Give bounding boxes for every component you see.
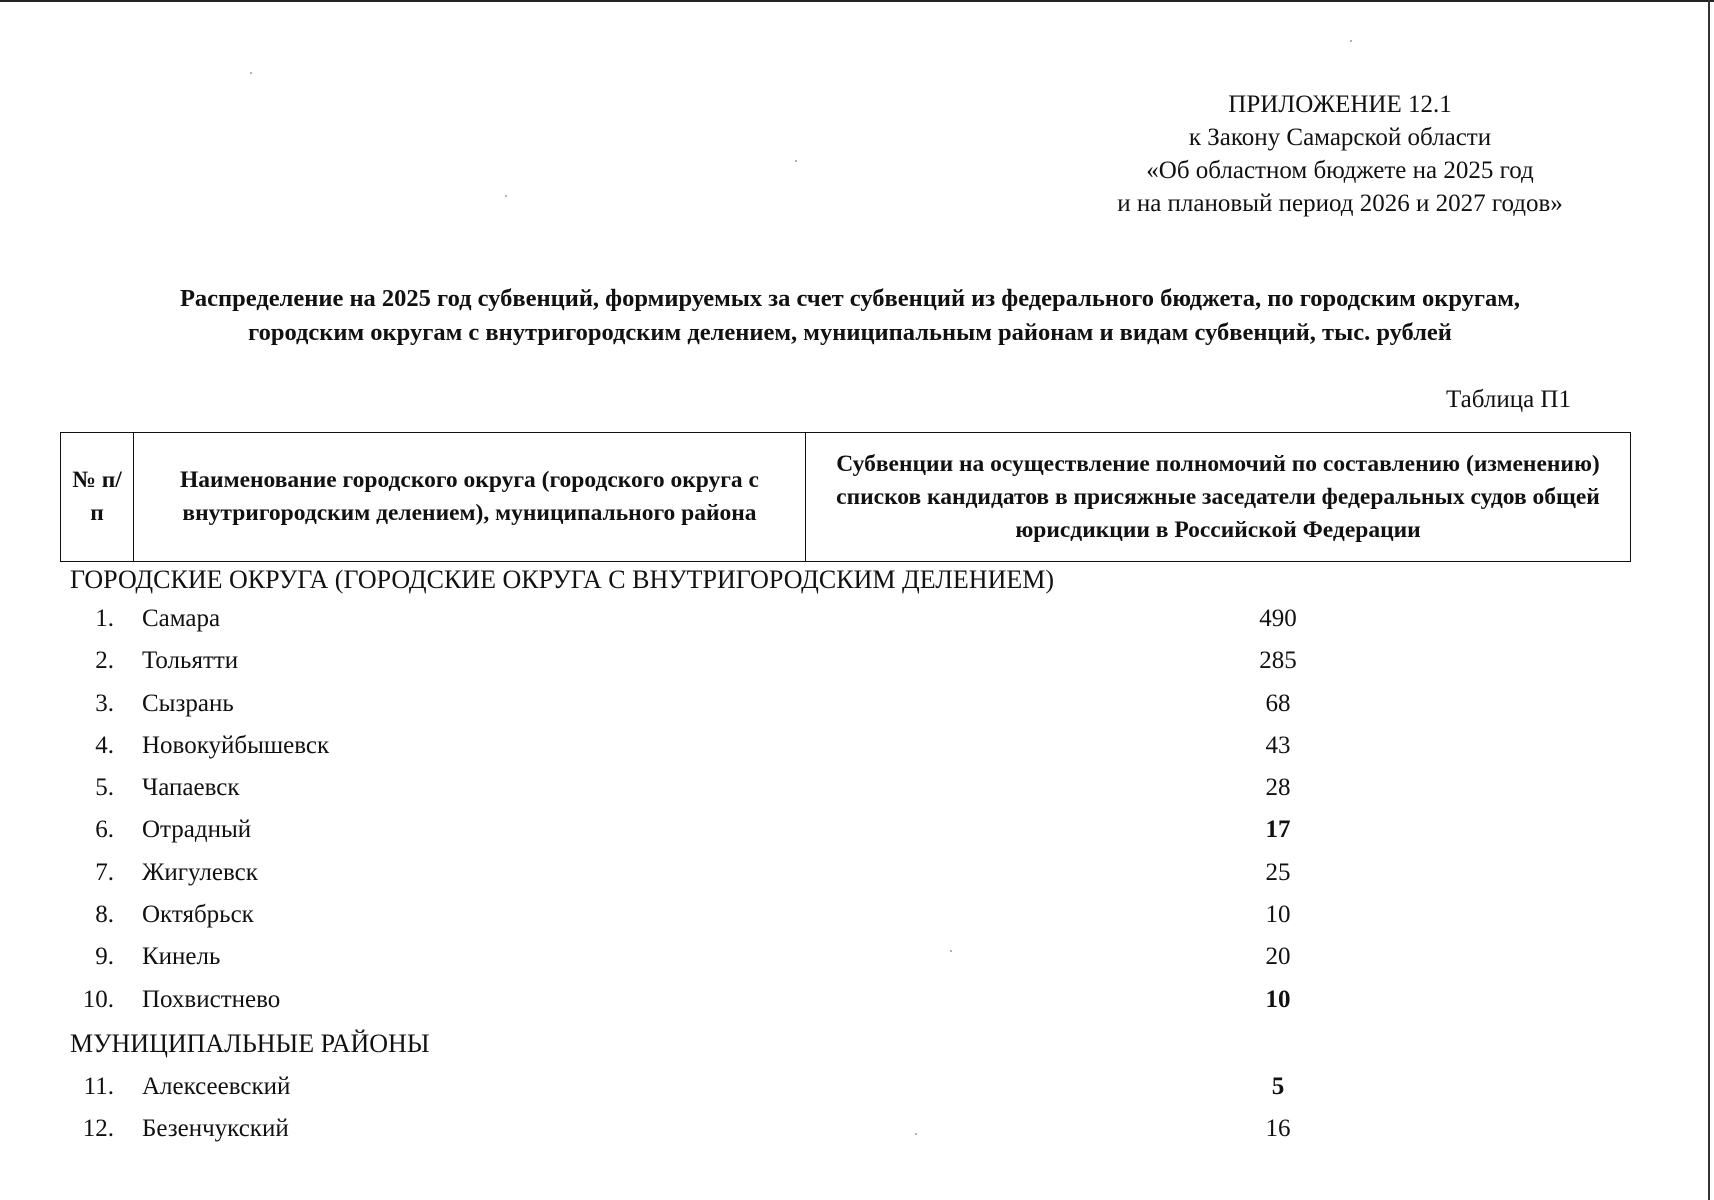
scan-speck [505,195,507,197]
row-number: 2. [95,647,114,675]
table-label: Таблица П1 [1446,386,1571,413]
header-subvention: Субвенции на осуществление полномочий по составлению (изменению) списков кандидатов в присяжные заседатели федеральных судов общей юрисдикции в Российской Федерации [836,450,1600,543]
row-municipality-name: Тольятти [142,647,239,675]
document-title [70,282,1630,350]
row-subvention-value: 10 [1265,901,1291,929]
row-subvention-value: 68 [1265,689,1291,717]
row-municipality-name: Новокуйбышевск [142,731,330,759]
row-subvention-value: 28 [1265,774,1291,802]
appendix-law-period: и на плановый период 2026 и 2027 годов» [1117,190,1563,217]
row-number: 7. [95,858,114,886]
table-row [60,1108,1631,1150]
row-municipality-name: Сызрань [142,689,234,717]
table-body [60,562,1631,1151]
row-number: 1. [95,605,114,632]
row-subvention-value: 20 [1265,943,1291,971]
scan-speck [1350,40,1352,42]
appendix-block [1080,88,1600,220]
table-row [60,936,1631,978]
row-municipality-name: Самара [142,605,221,632]
row-number: 3. [95,689,114,717]
document-title-line-2: городским округам с внутригородским делением, муниципальным районам и видам субвенций, тыс. рублей [248,319,1452,346]
scan-speck [950,950,952,952]
row-subvention-value: 285 [1259,647,1297,675]
table-row [60,852,1631,894]
row-number: 12. [82,1115,114,1143]
row-municipality-name: Жигулевск [142,858,258,886]
row-number: 9. [95,943,114,971]
row-municipality-name: Безенчукский [142,1115,289,1143]
table-row [60,725,1631,767]
row-municipality-name: Кинель [142,943,221,971]
page-top-border [0,0,1714,2]
table-row [60,767,1631,809]
row-subvention-value: 25 [1265,858,1291,886]
scan-speck [915,1133,917,1135]
row-number: 4. [95,731,114,759]
row-subvention-value: 43 [1265,731,1291,759]
section-heading-city-districts: ГОРОДСКИЕ ОКРУГА (ГОРОДСКИЕ ОКРУГА С ВНУТРИГОРОДСКИМ ДЕЛЕНИЕМ) [70,565,1055,594]
row-number: 10. [82,985,114,1013]
row-number: 5. [95,774,114,802]
scan-speck [795,160,797,162]
row-subvention-value: 5 [1271,1072,1285,1100]
row-subvention-value: 490 [1259,605,1297,632]
table-row [60,1066,1631,1108]
table-row [60,598,1631,640]
row-number: 6. [95,816,114,844]
document-title-line-1: Распределение на 2025 год субвенций, формируемых за счет субвенций из федерального бюджета, по городским округам, [179,285,1521,312]
row-number: 11. [83,1072,114,1100]
row-municipality-name: Отрадный [142,816,252,844]
scan-speck [250,72,252,74]
header-municipality-name: Наименование городского округа (городского округа с внутригородским делением), муниципального района [134,433,806,561]
row-municipality-name: Чапаевск [142,774,240,802]
table-row [60,979,1631,1021]
table-header [60,432,1631,562]
row-municipality-name: Октябрьск [142,901,254,929]
row-subvention-value: 16 [1265,1115,1291,1143]
header-number: № п/п [61,433,134,561]
section-heading-municipal-districts: МУНИЦИПАЛЬНЫЕ РАЙОНЫ [70,1028,430,1058]
appendix-law-name: «Об областном бюджете на 2025 год [1146,157,1534,184]
table-row [60,640,1631,682]
page-right-border [1708,0,1710,1200]
row-municipality-name: Похвистнево [142,985,281,1013]
table-row [60,894,1631,936]
appendix-law-line: к Закону Самарской области [1188,124,1492,151]
table-row [60,683,1631,725]
table-row [60,809,1631,851]
row-subvention-value: 17 [1265,816,1291,844]
row-municipality-name: Алексеевский [142,1072,291,1100]
appendix-title: ПРИЛОЖЕНИЕ 12.1 [1228,91,1452,118]
row-subvention-value: 10 [1265,985,1291,1013]
row-number: 8. [95,901,114,929]
